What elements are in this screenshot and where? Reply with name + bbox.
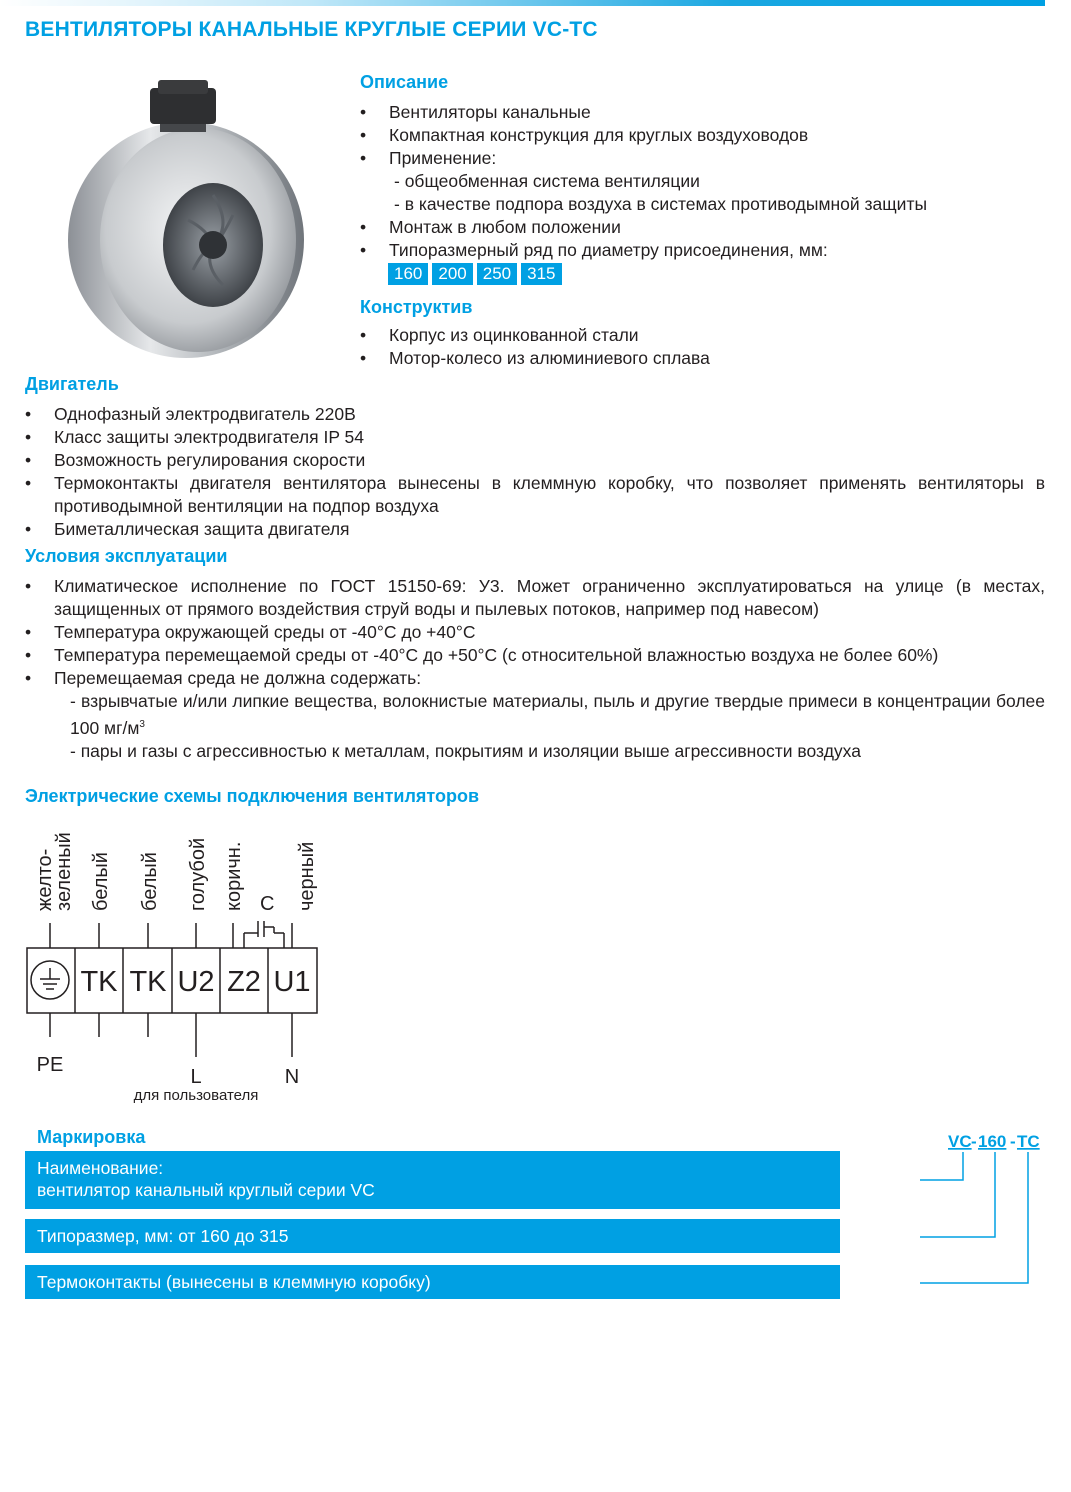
list-item: • Возможность регулирования скорости (25, 449, 1045, 472)
construction-heading: Конструктив (360, 297, 473, 317)
terminal-label: TK (129, 966, 167, 998)
list-item: • Монтаж в любом положении (360, 216, 1060, 239)
motor-list (25, 403, 1045, 541)
motor-heading: Двигатель (25, 374, 119, 394)
list-subitem: - пары и газы с агрессивностью к металлам, покрытиям и изоляции выше агрессивности воздуха (70, 740, 861, 761)
marking-row-line: Наименование: (37, 1158, 164, 1178)
list-item: • Мотор-колесо из алюминиевого сплава (360, 347, 1060, 370)
list-subitem (25, 690, 1045, 740)
marking-row-name (25, 1151, 840, 1209)
code-size: 160 (978, 1132, 1007, 1151)
description-list (360, 101, 1060, 287)
wire-label: белый (139, 852, 161, 911)
list-item: • Корпус из оцинкованной стали (360, 324, 1060, 347)
list-subitem: - общеобменная система вентиляции (394, 171, 700, 191)
size-badge: 315 (521, 263, 561, 285)
marking-row-size (25, 1219, 840, 1253)
wiring-diagram (20, 815, 350, 1115)
wire-label: желто- (34, 848, 56, 911)
code-dash: - (1010, 1132, 1016, 1151)
marking-row-line: Типоразмер, мм: от 160 до 315 (37, 1226, 289, 1246)
size-badge: 250 (477, 263, 517, 285)
wire-label: коричн. (223, 841, 245, 911)
schema-heading: Электрические схемы подключения вентиляторов (25, 786, 480, 806)
list-item: • Климатическое исполнение по ГОСТ 15150-69: У3. Может ограниченно эксплуатироваться на улице (в местах, защищенных от прямого воздействия струй воды и пылевых потоков, например под навесом) (25, 575, 1045, 621)
marking-code-diagram (920, 1124, 1060, 1304)
list-item: • Температура перемещаемой среды от -40°С до +50°С (с относительной влажностью воздуха не более 60%) (25, 644, 1045, 667)
page-title: ВЕНТИЛЯТОРЫ КАНАЛЬНЫЕ КРУГЛЫЕ СЕРИИ VC-TC (25, 18, 598, 41)
n-label: N (284, 1066, 300, 1088)
list-item: • Применение: (360, 147, 1060, 170)
terminal-label: TK (80, 966, 118, 998)
list-item: • Температура окружающей среды от -40°С до +40°С (25, 621, 1045, 644)
terminal-label: U2 (177, 966, 215, 998)
size-badge: 200 (432, 263, 472, 285)
l-label: L (190, 1066, 202, 1088)
list-item: • Компактная конструкция для круглых воздуховодов (360, 124, 1060, 147)
list-item: • Вентиляторы канальные (360, 101, 1060, 124)
list-item: • Перемещаемая среда не должна содержать: (25, 667, 1045, 690)
size-badges (388, 263, 1060, 285)
unit-superscript: 3 (139, 719, 145, 730)
wire-label: белый (90, 852, 112, 911)
code-dash: - (971, 1132, 977, 1151)
list-item: • Термоконтакты двигателя вентилятора вынесены в клеммную коробку, что позволяет применять вентиляторы в противодымной вентиляции на подпор воздуха (25, 472, 1045, 518)
duct-fan-image (58, 80, 318, 365)
capacitor-label: С (260, 893, 275, 915)
size-badge: 160 (388, 263, 428, 285)
marking-row-line: Термоконтакты (вынесены в клеммную коробку) (37, 1272, 431, 1292)
list-item: • Класс защиты электродвигателя IP 54 (25, 426, 1045, 449)
marking-row-thermo (25, 1265, 840, 1299)
wire-label: голубой (187, 837, 209, 911)
conditions-heading: Условия эксплуатации (25, 546, 228, 566)
terminal-label: Z2 (227, 966, 261, 998)
pe-label: PE (36, 1054, 64, 1076)
list-item: • Однофазный электродвигатель 220В (25, 403, 1045, 426)
code-series: VC (948, 1132, 972, 1151)
conditions-list (25, 575, 1045, 763)
marking-row-line: вентилятор канальный круглый серии VC (37, 1180, 375, 1200)
list-subitem: - в качестве подпора воздуха в системах противодымной защиты (394, 194, 928, 214)
top-gradient-bar (0, 0, 1045, 6)
terminal-label: U1 (273, 966, 311, 998)
wire-label: черный (296, 841, 318, 911)
code-thermo: TC (1017, 1132, 1040, 1151)
user-note: для пользователя (133, 1087, 259, 1104)
list-item: • Биметаллическая защита двигателя (25, 518, 1045, 541)
description-heading: Описание (360, 72, 449, 92)
list-item: • Типоразмерный ряд по диаметру присоединения, мм: (360, 239, 1060, 262)
construction-list (360, 324, 1060, 370)
subitem-text: - взрывчатые и/или липкие вещества, волокнистые материалы, пыль и другие твердые примеси в концентрации более 100 мг/м (70, 691, 1045, 738)
marking-heading: Маркировка (37, 1127, 146, 1147)
wire-label: зеленый (53, 832, 75, 911)
